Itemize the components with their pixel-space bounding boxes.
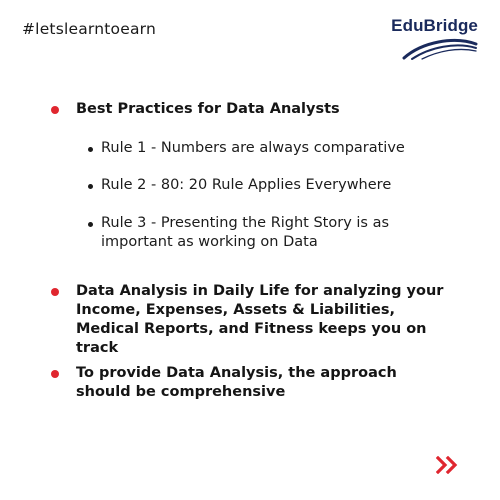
rule-item: Rule 3 - Presenting the Right Story is as important as working on Data xyxy=(101,215,390,250)
point-text: Data Analysis in Daily Life for analyzing your Income, Expenses, Assets & Liabilities, Medical Reports, and Fitness keeps you on track xyxy=(76,283,444,356)
bullet-dot xyxy=(51,370,59,378)
rule-item: Rule 2 - 80: 20 Rule Applies Everywhere xyxy=(101,177,392,193)
sub-bullet-dot xyxy=(88,222,93,227)
rule-item: Rule 1 - Numbers are always comparative xyxy=(101,140,405,156)
double-chevron-right-icon xyxy=(436,456,460,474)
brand-name: EduBridge xyxy=(391,16,478,35)
hashtag-text: #letslearntoearn xyxy=(22,20,156,38)
sub-bullet-dot xyxy=(88,147,93,152)
sub-bullet-dot xyxy=(88,184,93,189)
bullet-dot xyxy=(51,106,59,114)
bullet-dot xyxy=(51,288,59,296)
point-text: To provide Data Analysis, the approach should be comprehensive xyxy=(76,365,397,400)
point-heading: Best Practices for Data Analysts xyxy=(76,101,340,117)
next-slide-button[interactable] xyxy=(436,456,460,474)
